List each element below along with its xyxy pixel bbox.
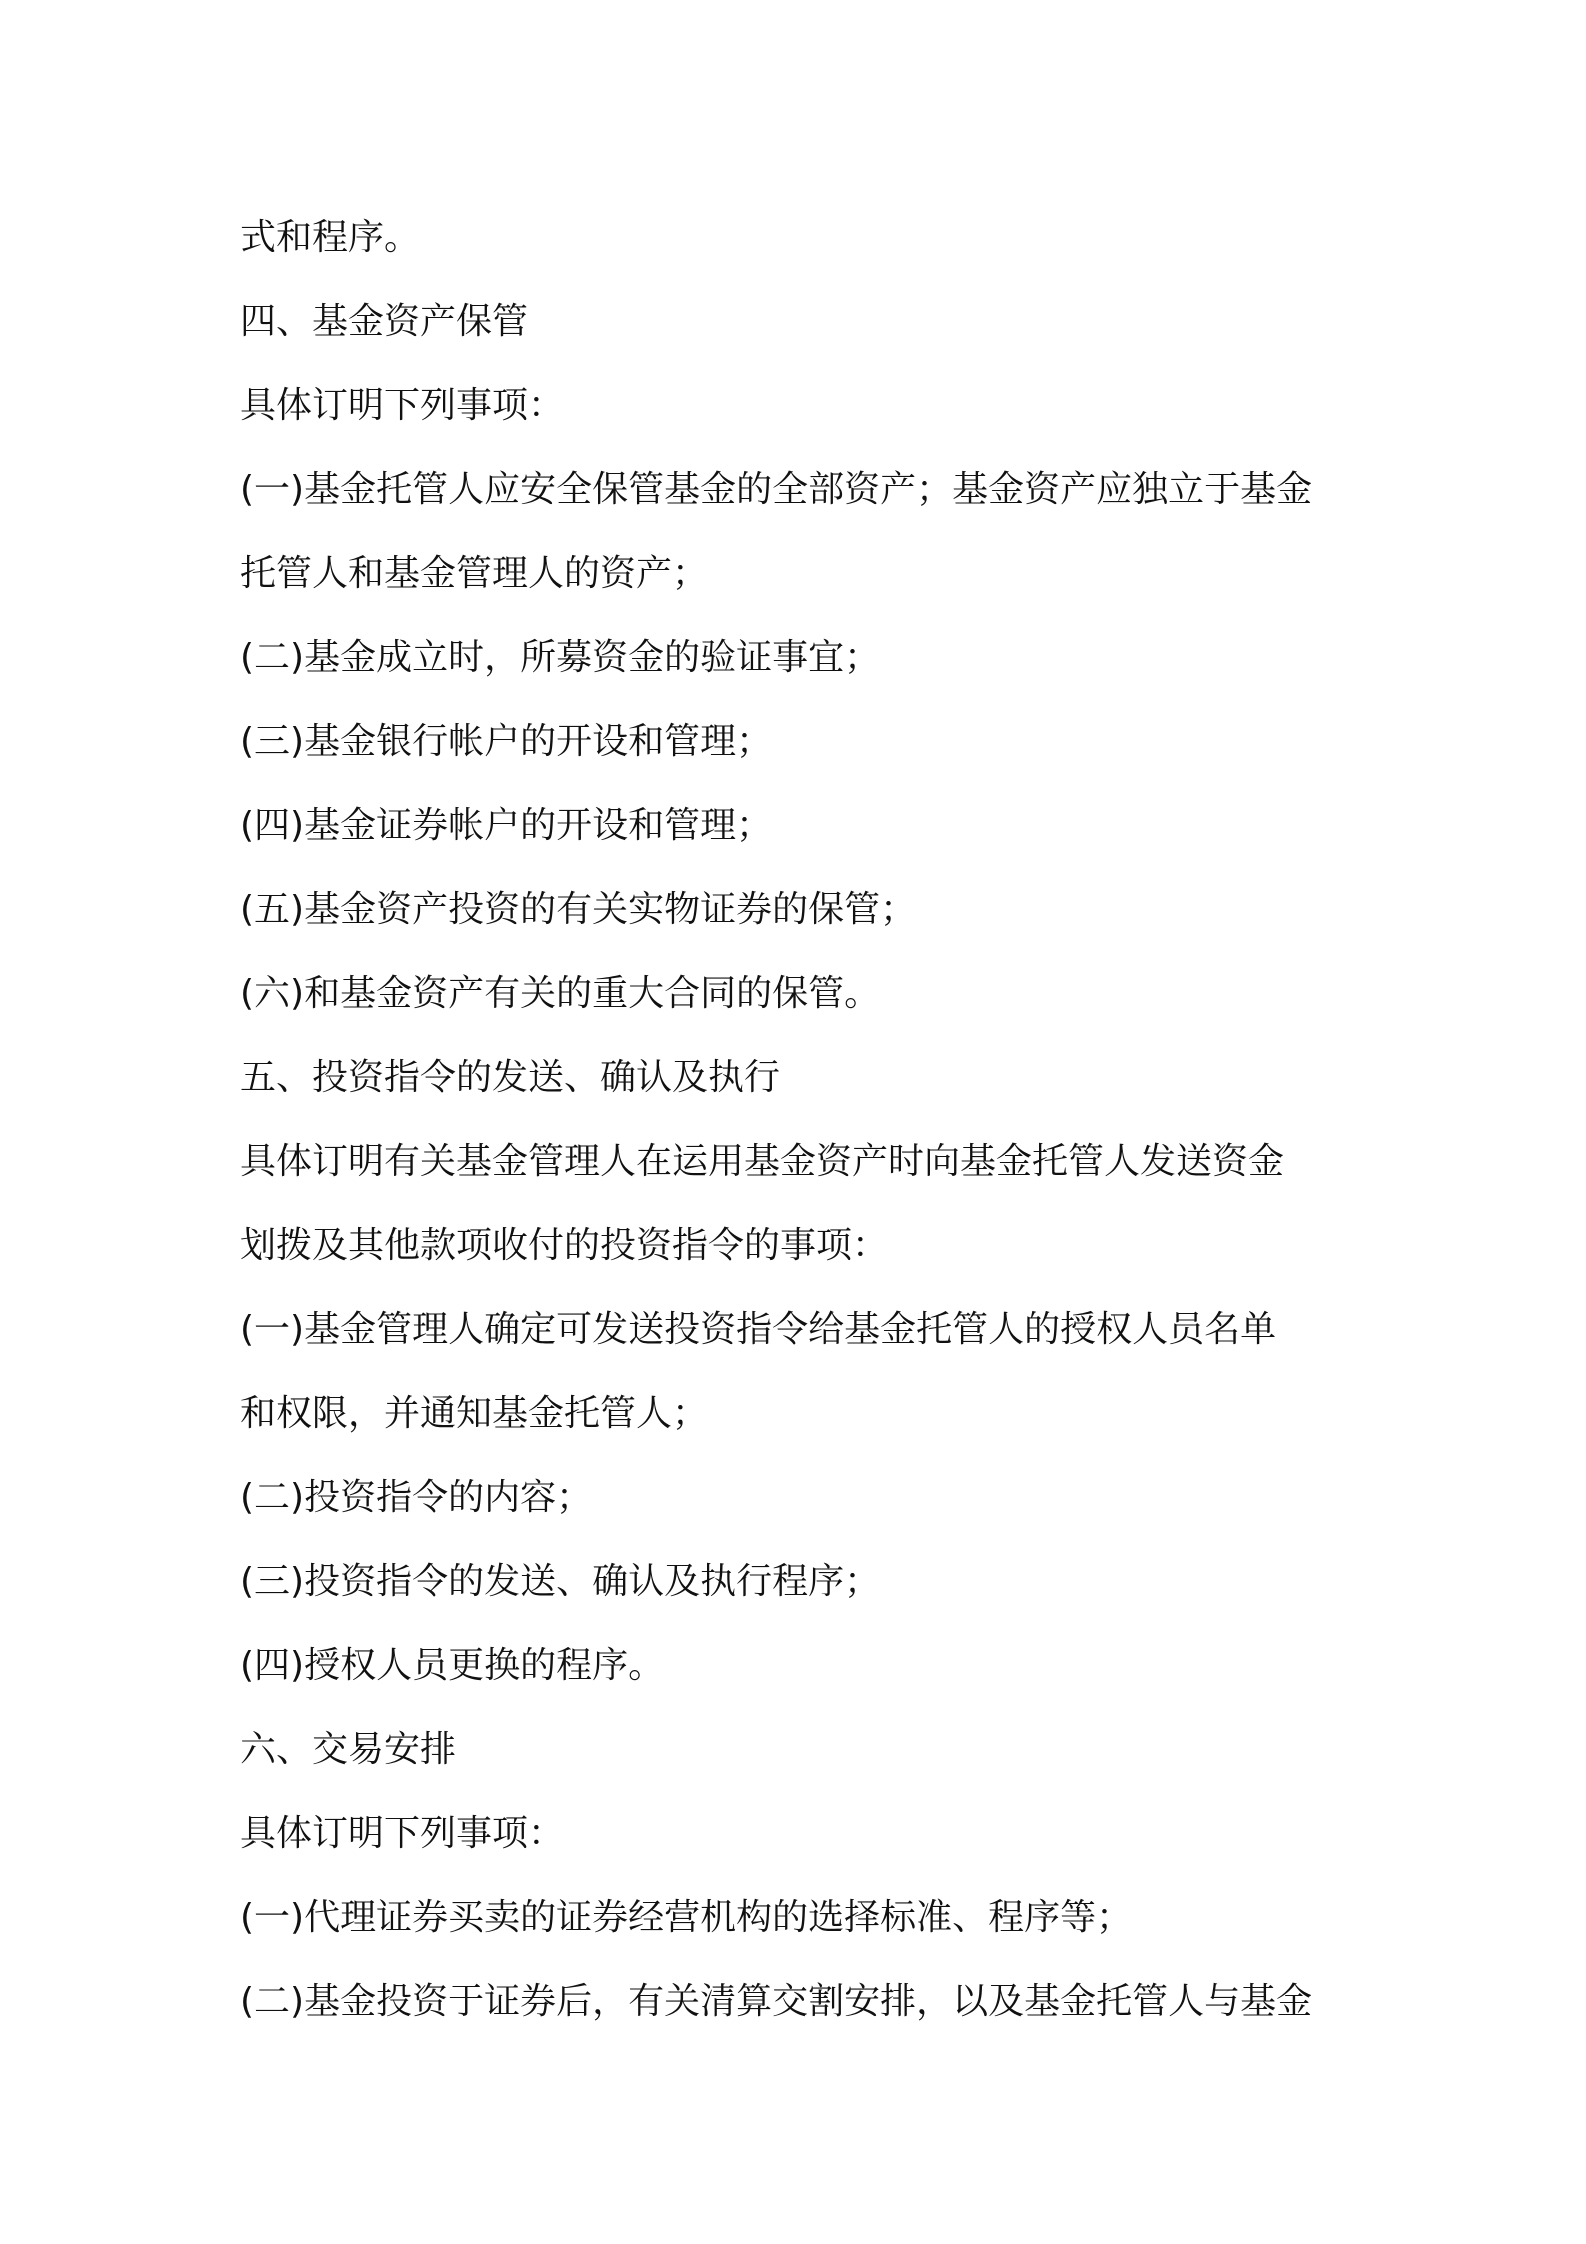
list-item: (五)基金资产投资的有关实物证券的保管；	[240, 889, 917, 930]
text-line: 具体订明有关基金管理人在运用基金资产时向基金托管人发送资金	[240, 1141, 1285, 1182]
list-item: (三)基金银行帐户的开设和管理；	[240, 721, 773, 762]
list-item: (二)基金成立时，所募资金的验证事宜；	[240, 637, 881, 678]
document-body	[240, 196, 1360, 2044]
list-item: (二)基金投资于证券后，有关清算交割安排，以及基金托管人与基金	[240, 1981, 1313, 2022]
text-line: 具体订明下列事项：	[240, 385, 565, 426]
list-item: (一)基金托管人应安全保管基金的全部资产；基金资产应独立于基金	[240, 469, 1313, 510]
list-item: (二)投资指令的内容；	[240, 1477, 593, 1518]
list-item: (四)基金证券帐户的开设和管理；	[240, 805, 773, 846]
text-line: 和权限，并通知基金托管人；	[240, 1393, 709, 1434]
section-heading: 四、基金资产保管	[240, 301, 529, 342]
text-line: 托管人和基金管理人的资产；	[240, 553, 709, 594]
list-item: (六)和基金资产有关的重大合同的保管。	[240, 973, 881, 1014]
text-line: 划拨及其他款项收付的投资指令的事项：	[240, 1225, 889, 1266]
section-heading: 六、交易安排	[240, 1729, 457, 1770]
list-item: (一)代理证券买卖的证券经营机构的选择标准、程序等；	[240, 1897, 1133, 1938]
list-item: (三)投资指令的发送、确认及执行程序；	[240, 1561, 881, 1602]
list-item: (一)基金管理人确定可发送投资指令给基金托管人的授权人员名单	[240, 1309, 1277, 1350]
text-line: 式和程序。	[240, 217, 421, 258]
list-item: (四)授权人员更换的程序。	[240, 1645, 665, 1686]
text-line: 具体订明下列事项：	[240, 1813, 565, 1854]
section-heading: 五、投资指令的发送、确认及执行	[240, 1057, 781, 1098]
